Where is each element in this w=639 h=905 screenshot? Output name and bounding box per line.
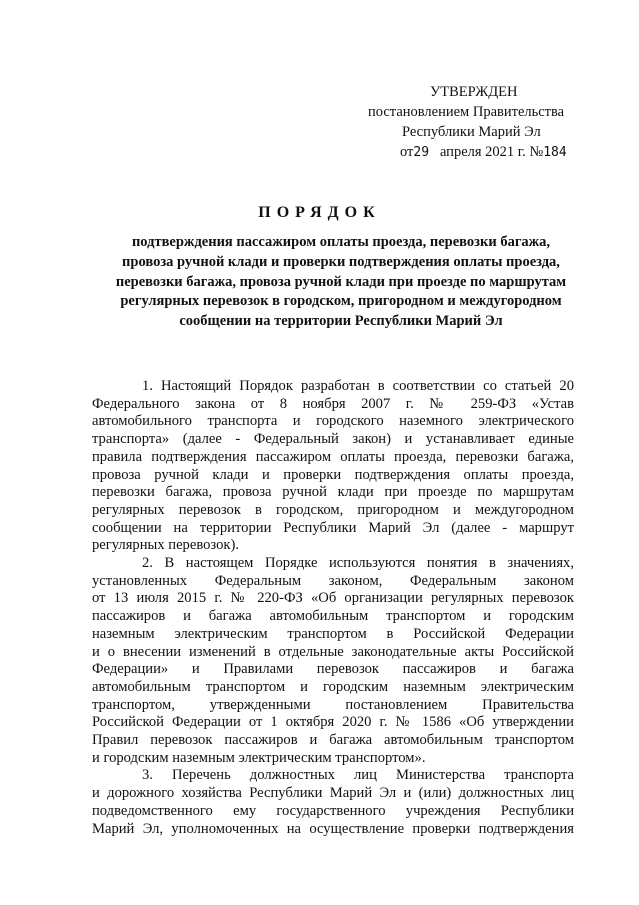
text-line: транспорта» (далее - Федеральный закон) и устанавливает единые <box>92 431 574 448</box>
text-line: провоза ручной клади и проверки подтверждения оплаты проезда, <box>92 466 574 483</box>
document-title: ПОРЯДОК <box>258 204 381 221</box>
document-body <box>92 378 574 838</box>
subtitle-line: регулярных перевозок в городском, пригородном и междугородном <box>120 293 562 310</box>
text-line: Федерации» и Правилами перевозок пассажиров и багажа <box>92 661 574 678</box>
subtitle-line: подтверждения пассажиром оплаты проезда, перевозки багажа, <box>131 234 551 250</box>
approval-stamp <box>368 82 608 163</box>
text-line: перевозки багажа, провоза ручной клади при проезде по маршрутам <box>92 484 574 501</box>
text-line: и дорожного хозяйства Республики Марий Эл и (или) должностных лиц <box>92 785 574 802</box>
text-line: от 13 июля 2015 г. № 220-ФЗ «Об организации регулярных перевозок <box>92 590 574 607</box>
text-line: наземным электрическим транспортом в Российской Федерации <box>92 625 574 642</box>
text-line: и о внесении изменений в отдельные законодательные акты Российской <box>92 643 574 660</box>
approval-date-day: 29 <box>413 145 430 160</box>
text-line: Правил перевозок пассажиров и багажа автомобильным транспортом <box>92 732 574 749</box>
subtitle-line: сообщении на территории Республики Марий Эл <box>179 313 503 330</box>
text-line: транспортом, утвержденными постановлением Правительства <box>92 696 574 713</box>
approval-date-month: апреля 2021 г. № <box>439 144 544 160</box>
text-line: Федерального закона от 8 ноября 2007 г. № 259-ФЗ «Устав <box>92 395 574 412</box>
text-line: регулярных перевозок в городском, пригородном и междугородном <box>92 501 574 518</box>
approval-date-prefix: от <box>400 144 414 160</box>
document-subtitle <box>98 233 584 332</box>
text-line: правила подтверждения пассажиром оплаты проезда, перевозки багажа, <box>92 448 574 465</box>
text-line: сообщении на территории Республики Марий Эл (далее - маршрут <box>92 519 574 536</box>
text-line: пассажиров и багажа автомобильным транспортом и городским <box>92 608 574 625</box>
paragraph-1 <box>92 378 574 555</box>
approval-resolution: постановлением Правительства <box>368 104 565 120</box>
text-line: установленных Федеральным законом, Федеральным законом <box>92 572 574 589</box>
approval-heading: УТВЕРЖДЕН <box>430 84 518 100</box>
subtitle-line: провоза ручной клади и проверки подтверждения оплаты проезда, <box>122 253 560 270</box>
approval-number: 184 <box>543 145 567 160</box>
text-line: 3. Перечень должностных лиц Министерства транспорта <box>142 767 574 784</box>
paragraph-3 <box>92 767 574 838</box>
approval-republic: Республики Марий Эл <box>402 124 541 140</box>
text-line: 1. Настоящий Порядок разработан в соответствии со статьей 20 <box>142 378 574 394</box>
approval-date-line <box>368 142 608 163</box>
text-line: Марий Эл, уполномоченных на осуществление проверки подтверждения <box>92 820 574 837</box>
text-line: регулярных перевозок). <box>92 537 239 554</box>
text-line: подведомственного ему государственного учреждения Республики <box>92 802 574 819</box>
text-line: и городским наземным электрическим транспортом». <box>92 749 426 766</box>
text-line: автомобильным транспортом и городским наземным электрическим <box>92 678 574 695</box>
text-line: автомобильного транспорта и городского наземного электрического <box>92 413 574 430</box>
paragraph-2 <box>92 555 574 767</box>
text-line: Российской Федерации от 1 октября 2020 г. № 1586 «Об утверждении <box>92 714 574 731</box>
text-line: 2. В настоящем Порядке используются понятия в значениях, <box>142 555 574 572</box>
subtitle-line: перевозки багажа, провоза ручной клади при проезде по маршрутам <box>115 273 567 290</box>
